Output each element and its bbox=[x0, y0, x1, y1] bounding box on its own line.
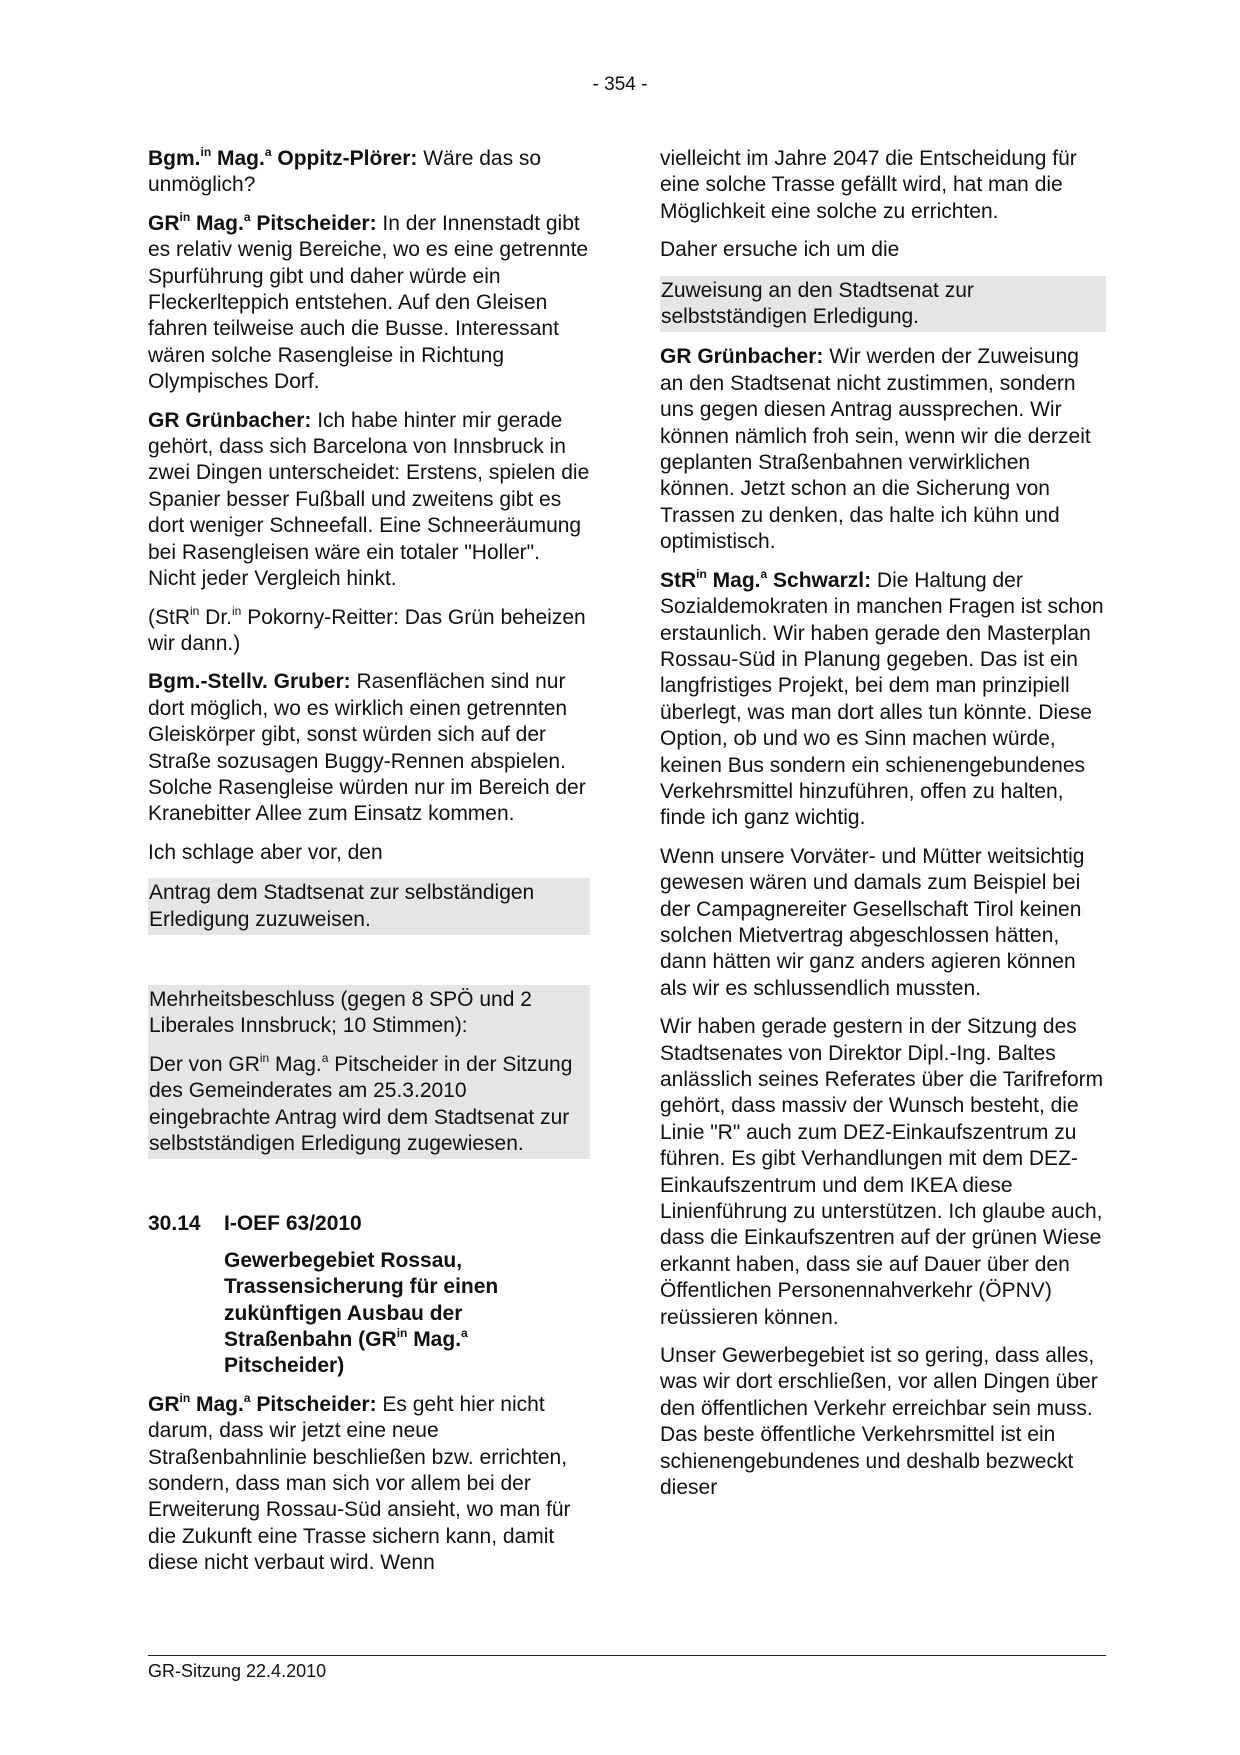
agenda-item-title: Gewerbegebiet Rossau, Trassensicherung für einen zukünftigen Ausbau der Straßenbahn ($GR^{in}$ Mag.$^a$ Pitscheider) bbox=[224, 1248, 499, 1378]
agenda-item-code: I-OEF 63/2010 bbox=[224, 1212, 362, 1236]
motion-box: Antrag dem Stadtsenat zur selbständigen Erledigung zuzuweisen. bbox=[148, 878, 590, 935]
page-number: - 354 - bbox=[592, 74, 648, 95]
paragraph: Ich schlage aber vor, den bbox=[148, 840, 383, 864]
interjection: (StR$^{in}$ Dr.$^{in}$ Pokorny-Reitter: Das Grün beheizen wir dann.) bbox=[148, 603, 586, 655]
paragraph: GR Grünbacher: Ich habe hinter mir gerade gehört, dass sich Barcelona von Innsbruck in zwei Dingen unterscheidet: Erstens, spielen die Spanier besser Fußball und zweitens gibt es dort weniger Schneefall. Eine Schneeräumung bei Rasengleisen wäre ein totaler "Holler". Nicht jeder Vergleich hinkt. bbox=[148, 408, 590, 591]
speaker: GR Grünbacher: bbox=[148, 408, 312, 432]
paragraph: $GR^{in}$ Mag.$^a$ Pitscheider: Es geht hier nicht darum, dass wir jetzt eine neue Straßenbahnlinie beschließen bzw. errichten, sondern, dass man sich vor allem bei der Erweiterung Rossau-Süd ansieht, wo man für die Zukunft eine Trasse sichern kann, damit diese nicht verbaut wird. Wenn bbox=[148, 1390, 571, 1575]
footer-text: GR-Sitzung 22.4.2010 bbox=[148, 1661, 327, 1681]
paragraph: StR$^{in}$ Mag.$^a$ Schwarzl: Die Haltung der Sozialdemokraten in manchen Fragen ist schon erstaunlich. Wir haben gerade den Masterplan Rossau-Süd in Planung gegeben. Das ist ein langfristiges Projekt, bei dem man prinzipiell überlegt, was man dort alles tun könnte. Diese Option, ob und wo es Sinn machen würde, keinen Bus sondern ein schienengebundenes Verkehrsmittel hinzuführen, offen zu halten, finde ich ganz wichtig. bbox=[660, 566, 1104, 830]
speaker: GR Grünbacher: bbox=[660, 345, 824, 369]
speaker: Bgm.$^{in}$ Mag.$^a$ Oppitz-Plörer: bbox=[148, 145, 418, 170]
resolution-heading: Mehrheitsbeschluss (gegen 8 SPÖ und 2 Liberales Innsbruck; 10 Stimmen): bbox=[148, 985, 590, 1046]
paragraph: Daher ersuche ich um die bbox=[660, 238, 900, 262]
paragraph: Bgm.-Stellv. Gruber: Rasenflächen sind nur dort möglich, wo es wirklich einen getrennten Gleiskörper gibt, sonst würden sich auf der Straße sozusagen Buggy-Rennen abspielen. Solche Rasengleise würden nur im Bereich der Kranebitter Allee zum Einsatz kommen. bbox=[148, 670, 586, 826]
speaker: $GR^{in}$ Mag.$^a$ Pitscheider: bbox=[148, 209, 377, 235]
paragraph: Wir haben gerade gestern in der Sitzung des Stadtsenates von Direktor Dipl.-Ing. Baltes anlässlich seines Referates über die Tarifreform gehört, dass massiv der Wunsch besteht, die Linie "R" auch zum DEZ-Einkaufszentrum zu führen. Es gibt Verhandlungen mit dem DEZ-Einkaufszentrum und dem IKEA diese Linienführung zu unterstützen. Ich glaube auch, dass die Einkaufszentren auf der grünen Wiese erkannt haben, dass sie auf Dauer über den Öffentlichen Personennahverkehr (ÖPNV) reüssieren können. bbox=[660, 1015, 1104, 1329]
speaker: $GR^{in}$ Mag.$^a$ Pitscheider: bbox=[148, 1390, 377, 1416]
left-column bbox=[148, 146, 590, 1589]
speaker: Bgm.-Stellv. Gruber: bbox=[148, 670, 351, 694]
resolution-text: Der von $GR^{in}$ Mag.$^a$ Pitscheider in der Sitzung des Gemeinderates am 25.3.2010 eingebrachte Antrag wird dem Stadtsenat zur selbstständigen Erledigung zugewiesen. bbox=[148, 1046, 590, 1160]
paragraph: Bgm.$^{in}$ Mag.$^a$ Oppitz-Plörer: Wäre das so unmöglich? bbox=[148, 145, 542, 197]
right-column bbox=[660, 146, 1106, 1514]
agenda-item-heading bbox=[148, 1211, 590, 1237]
paragraph: Unser Gewerbegebiet ist so gering, dass alles, was wir dort erschließen, vor allen Dingen über den öffentlichen Verkehr erreichbar sein muss. Das beste öffentliche Verkehrsmittel ist ein schienengebundenes und deshalb bezweckt dieser bbox=[660, 1344, 1098, 1500]
paragraph: $GR^{in}$ Mag.$^a$ Pitscheider: In der Innenstadt gibt es relativ wenig Bereiche, wo es eine getrennte Spurführung gibt und daher würde ein Fleckerlteppich entstehen. Auf den Gleisen fahren teilweise auch die Busse. Interessant wären solche Rasengleise in Richtung Olympisches Dorf. bbox=[148, 209, 589, 394]
agenda-item-number: 30.14 bbox=[148, 1212, 201, 1236]
speaker: StR$^{in}$ Mag.$^a$ Schwarzl: bbox=[660, 566, 872, 592]
paragraph: Wenn unsere Vorväter- und Mütter weitsichtig gewesen wären und damals zum Beispiel bei der Campagnereiter Gesellschaft Tirol keinen solchen Mietvertrag abgeschlossen hätten, dann hätten wir ganz anders agieren können als wir es schlussendlich mussten. bbox=[660, 844, 1085, 1000]
footer-divider bbox=[148, 1655, 1106, 1656]
motion-box: Zuweisung an den Stadtsenat zur selbstständigen Erledigung. bbox=[660, 276, 1106, 333]
paragraph: GR Grünbacher: Wir werden der Zuweisung an den Stadtsenat nicht zustimmen, sondern uns gegen diesen Antrag aussprechen. Wir können nämlich froh sein, wenn wir die derzeit geplanten Straßenbahnen verwirklichen können. Jetzt schon an die Sicherung von Trassen zu denken, das halte ich kühn und optimistisch. bbox=[660, 345, 1091, 554]
paragraph: vielleicht im Jahre 2047 die Entscheidung für eine solche Trasse gefällt wird, hat man die Möglichkeit eine solche zu errichten. bbox=[660, 147, 1077, 223]
